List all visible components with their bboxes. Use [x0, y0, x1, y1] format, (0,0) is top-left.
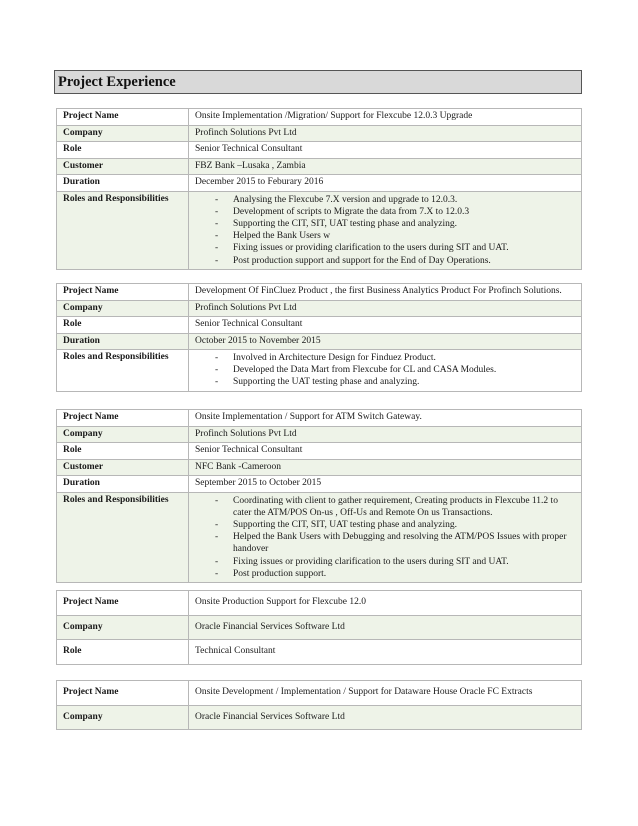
table-row [57, 459, 582, 476]
field-value: Onsite Development / Implementation / Support for Dataware House Oracle FC Extracts [189, 681, 582, 706]
roles-list [195, 495, 575, 580]
field-label: Company [57, 125, 189, 142]
field-value: Senior Technical Consultant [189, 443, 582, 460]
field-label: Project Name [57, 284, 189, 301]
roles-cell [189, 191, 582, 269]
list-item: - Involved in Architecture Design for Finduez Product. [215, 352, 575, 364]
field-label: Roles and Responsibilities [57, 191, 189, 269]
list-item: - Post production support. [215, 568, 575, 580]
field-label: Roles and Responsibilities [57, 350, 189, 392]
field-label: Duration [57, 333, 189, 350]
list-item: - Post production support and support for the End of Day Operations. [215, 255, 575, 267]
table-row [57, 317, 582, 334]
project-table-3 [56, 409, 582, 583]
roles-list [195, 352, 575, 389]
table-row [57, 426, 582, 443]
field-label: Company [57, 615, 189, 640]
field-label: Role [57, 443, 189, 460]
list-item: - Coordinating with client to gather requirement, Creating products in Flexcube 11.2 to cater the ATM/POS On-us , Off-Us and Remote On us Transactions. [215, 495, 575, 519]
field-value: Senior Technical Consultant [189, 317, 582, 334]
field-value: NFC Bank -Cameroon [189, 459, 582, 476]
field-label: Customer [57, 158, 189, 175]
table-row [57, 158, 582, 175]
field-label: Duration [57, 476, 189, 493]
field-value: Onsite Implementation /Migration/ Support for Flexcube 12.0.3 Upgrade [189, 109, 582, 126]
roles-list [195, 194, 575, 267]
field-value: FBZ Bank –Lusaka , Zambia [189, 158, 582, 175]
field-label: Role [57, 640, 189, 665]
roles-cell [189, 492, 582, 582]
list-item: - Developed the Data Mart from Flexcube for CL and CASA Modules. [215, 364, 575, 376]
list-item: - Supporting the CIT, SIT, UAT testing phase and analyzing. [215, 519, 575, 531]
list-item: - Analysing the Flexcube 7.X version and upgrade to 12.0.3. [215, 194, 575, 206]
field-value: Technical Consultant [189, 640, 582, 665]
field-label: Customer [57, 459, 189, 476]
table-row [57, 333, 582, 350]
field-value: Oracle Financial Services Software Ltd [189, 705, 582, 730]
table-row [57, 142, 582, 159]
field-label: Duration [57, 175, 189, 192]
section-header [54, 70, 582, 94]
table-row [57, 410, 582, 427]
section-title: Project Experience [58, 74, 176, 90]
field-label: Project Name [57, 591, 189, 616]
table-row [57, 443, 582, 460]
field-value: December 2015 to Feburary 2016 [189, 175, 582, 192]
table-row [57, 300, 582, 317]
table-row [57, 284, 582, 301]
field-value: Oracle Financial Services Software Ltd [189, 615, 582, 640]
table-row [57, 492, 582, 582]
field-label: Project Name [57, 109, 189, 126]
project-table-4 [56, 590, 582, 665]
field-value: September 2015 to October 2015 [189, 476, 582, 493]
field-value: Development Of FinCluez Product , the first Business Analytics Product For Profinch Solutions. [189, 284, 582, 301]
field-value: Senior Technical Consultant [189, 142, 582, 159]
table-row [57, 175, 582, 192]
list-item: - Helped the Bank Users with Debugging and resolving the ATM/POS Issues with proper handover [215, 531, 575, 555]
field-label: Project Name [57, 410, 189, 427]
table-row [57, 681, 582, 706]
field-value: Profinch Solutions Pvt Ltd [189, 300, 582, 317]
project-table-1 [56, 108, 582, 270]
table-row [57, 705, 582, 730]
field-label: Company [57, 300, 189, 317]
field-label: Roles and Responsibilities [57, 492, 189, 582]
field-label: Project Name [57, 681, 189, 706]
table-row [57, 476, 582, 493]
field-label: Role [57, 142, 189, 159]
table-row [57, 125, 582, 142]
table-row [57, 615, 582, 640]
list-item: - Helped the Bank Users w [215, 230, 575, 242]
field-value: Profinch Solutions Pvt Ltd [189, 426, 582, 443]
field-value: Onsite Production Support for Flexcube 12.0 [189, 591, 582, 616]
list-item: - Supporting the CIT, SIT, UAT testing phase and analyzing. [215, 218, 575, 230]
list-item: - Fixing issues or providing clarification to the users during SIT and UAT. [215, 242, 575, 254]
field-label: Company [57, 426, 189, 443]
table-row [57, 109, 582, 126]
field-value: October 2015 to November 2015 [189, 333, 582, 350]
table-row [57, 591, 582, 616]
list-item: - Development of scripts to Migrate the data from 7.X to 12.0.3 [215, 206, 575, 218]
project-table-2 [56, 283, 582, 392]
field-label: Role [57, 317, 189, 334]
project-table-5 [56, 680, 582, 730]
table-row [57, 191, 582, 269]
list-item: - Supporting the UAT testing phase and analyzing. [215, 376, 575, 388]
roles-cell [189, 350, 582, 392]
field-value: Profinch Solutions Pvt Ltd [189, 125, 582, 142]
table-row [57, 350, 582, 392]
list-item: - Fixing issues or providing clarification to the users during SIT and UAT. [215, 556, 575, 568]
table-row [57, 640, 582, 665]
field-value: Onsite Implementation / Support for ATM Switch Gateway. [189, 410, 582, 427]
field-label: Company [57, 705, 189, 730]
